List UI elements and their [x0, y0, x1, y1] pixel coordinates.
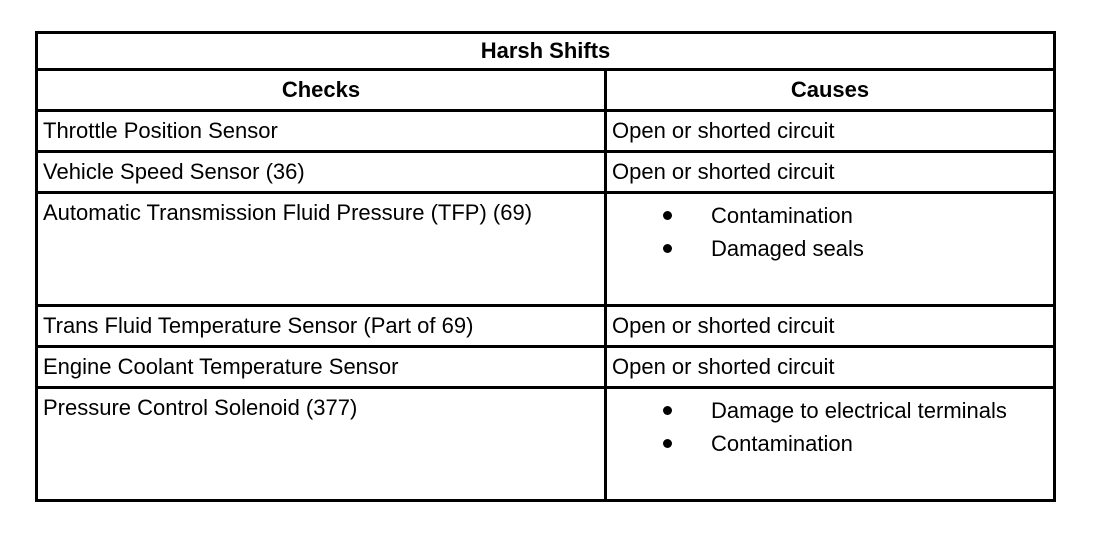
cause-bullet-list: [612, 194, 1053, 265]
checks-header: Checks: [37, 70, 606, 111]
bullet-icon: [663, 211, 672, 220]
table-row: [37, 347, 1055, 388]
table-row: [37, 306, 1055, 347]
cause-cell: Open or shorted circuit: [606, 306, 1055, 347]
cause-cell: Open or shorted circuit: [606, 152, 1055, 193]
cause-bullet-item: [612, 199, 1053, 232]
table-row: [37, 111, 1055, 152]
header-row: [37, 70, 1055, 111]
cause-text: Contamination: [711, 431, 853, 456]
check-cell: Pressure Control Solenoid (377): [37, 388, 606, 501]
cause-cell: Open or shorted circuit: [606, 111, 1055, 152]
cause-cell: [606, 193, 1055, 306]
bullet-icon: [663, 244, 672, 253]
cause-text: Contamination: [711, 203, 853, 228]
cause-bullet-list: [612, 389, 1053, 460]
bullet-icon: [663, 406, 672, 415]
title-row: [37, 33, 1055, 70]
table-title: Harsh Shifts: [37, 33, 1055, 70]
cause-bullet-item: [612, 232, 1053, 265]
cause-cell: Open or shorted circuit: [606, 347, 1055, 388]
check-cell: Trans Fluid Temperature Sensor (Part of 69): [37, 306, 606, 347]
cause-bullet-item: [612, 394, 1053, 427]
bullet-icon: [663, 439, 672, 448]
check-cell: Vehicle Speed Sensor (36): [37, 152, 606, 193]
table-row: [37, 193, 1055, 306]
table-row: [37, 388, 1055, 501]
table-row: [37, 152, 1055, 193]
cause-cell: [606, 388, 1055, 501]
check-cell: Engine Coolant Temperature Sensor: [37, 347, 606, 388]
cause-text: Damage to electrical terminals: [711, 398, 1007, 423]
harsh-shifts-table: [35, 31, 1056, 502]
check-cell: Automatic Transmission Fluid Pressure (TFP) (69): [37, 193, 606, 306]
cause-bullet-item: [612, 427, 1053, 460]
check-cell: Throttle Position Sensor: [37, 111, 606, 152]
causes-header: Causes: [606, 70, 1055, 111]
cause-text: Damaged seals: [711, 236, 864, 261]
